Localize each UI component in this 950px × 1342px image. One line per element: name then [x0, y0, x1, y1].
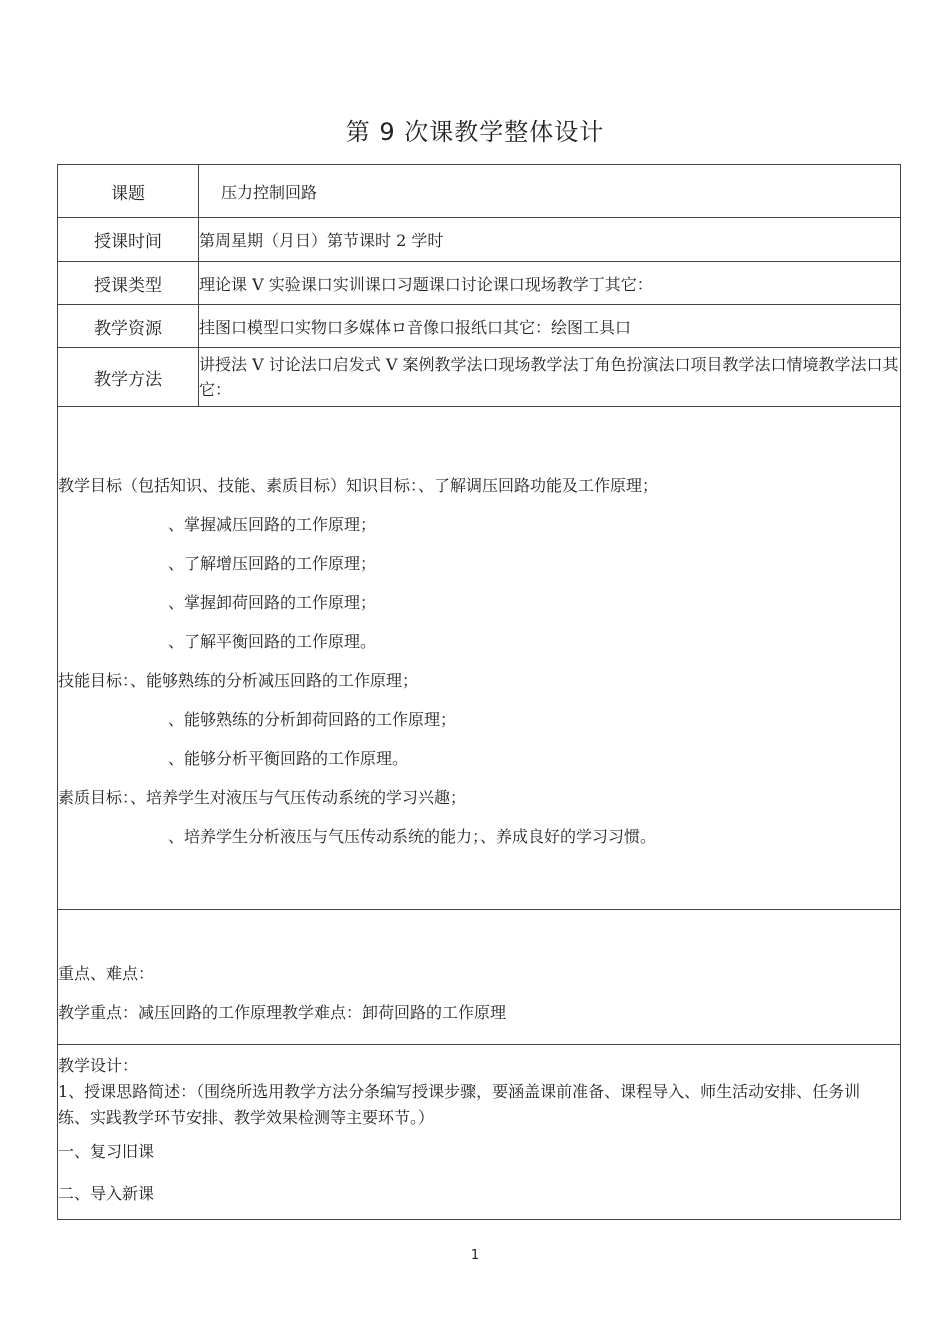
key-points-block: [58, 910, 901, 1045]
time-row: [58, 218, 901, 262]
objective-line: 、能够熟练的分析卸荷回路的工作原理；: [168, 710, 457, 729]
objective-line: 、了解平衡回路的工作原理。: [168, 632, 377, 651]
design-row: [58, 1045, 901, 1220]
objective-line: 、培养学生分析液压与气压传动系统的能力；、养成良好的学习习惯。: [168, 827, 657, 846]
objectives-block: [58, 407, 901, 910]
objective-line: 、掌握减压回路的工作原理；: [168, 515, 377, 534]
method-label: 教学方法: [58, 348, 199, 407]
design-step: 一、复习旧课: [58, 1142, 155, 1161]
key-points-row: [58, 910, 901, 1045]
topic-value: 压力控制回路: [199, 165, 901, 218]
topic-label: 课题: [58, 165, 199, 218]
design-block: [58, 1045, 901, 1220]
topic-row: [58, 165, 901, 218]
time-value: 第周星期（月日）第节课时 2 学时: [199, 218, 901, 262]
key-points-heading: 重点、难点：: [58, 964, 155, 983]
lesson-design-table: [57, 164, 901, 1220]
type-label: 授课类型: [58, 262, 199, 305]
objective-line: 、能够分析平衡回路的工作原理。: [168, 749, 409, 768]
resource-value: 挂图口模型口实物口多媒体ロ音像口报纸口其它：绘图工具口: [199, 305, 901, 348]
resource-label: 教学资源: [58, 305, 199, 348]
design-paragraph: 1、授课思路简述：（围绕所选用教学方法分条编写授课步骤，要涵盖课前准备、课程导入、师生活动安排、任务训练、实践教学环节安排、教学效果检测等主要环节。）: [58, 1082, 861, 1127]
objective-line: 教学目标（包括知识、技能、素质目标）知识目标：、了解调压回路功能及工作原理；: [58, 476, 659, 495]
objectives-row: [58, 407, 901, 910]
time-label: 授课时间: [58, 218, 199, 262]
method-value: 讲授法 V 讨论法口启发式 V 案例教学法口现场教学法丁角色扮演法口项目教学法口情境教学法口其它：: [199, 348, 901, 407]
resource-row: [58, 305, 901, 348]
method-row: [58, 348, 901, 407]
type-row: [58, 262, 901, 305]
design-step: 二、导入新课: [58, 1184, 155, 1203]
objective-line: 、掌握卸荷回路的工作原理；: [168, 593, 377, 612]
objective-line: 素质目标：、培养学生对液压与气压传动系统的学习兴趣；: [58, 788, 467, 807]
design-heading: 教学设计：: [58, 1056, 139, 1075]
objective-line: 、了解增压回路的工作原理；: [168, 554, 377, 573]
page-title: 第 9 次课教学整体设计: [345, 118, 605, 146]
type-value: 理论课 V 实验课口实训课口习题课口讨论课口现场教学丁其它：: [199, 262, 901, 305]
key-points-text: 教学重点：减压回路的工作原理教学难点：卸荷回路的工作原理: [58, 1003, 507, 1022]
objective-line: 技能目标：、能够熟练的分析减压回路的工作原理；: [58, 671, 419, 690]
page-number: 1: [470, 1248, 480, 1263]
